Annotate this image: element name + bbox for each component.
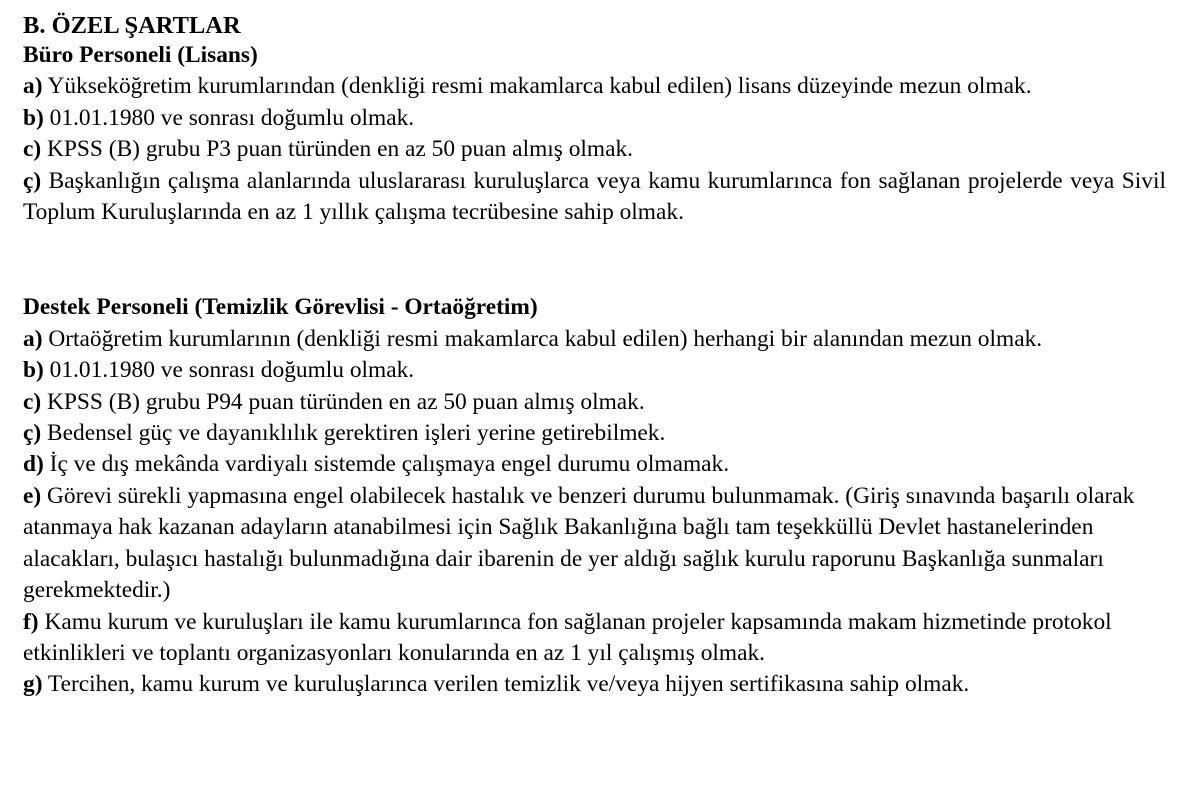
list-item bbox=[23, 324, 1166, 355]
item-text: Bedensel güç ve dayanıklılık gerektiren işleri yerine getirebilmek. bbox=[41, 420, 666, 447]
item-label: ç) bbox=[23, 167, 42, 194]
list-item bbox=[23, 449, 1166, 480]
item-label: a) bbox=[23, 325, 43, 352]
item-label: f) bbox=[23, 608, 39, 635]
section-title: B. ÖZEL ŞARTLAR bbox=[23, 12, 241, 39]
section-spacer bbox=[23, 228, 1166, 292]
list-item bbox=[23, 134, 1166, 165]
list-item bbox=[23, 355, 1166, 386]
item-label: b) bbox=[23, 357, 44, 384]
group-buro-personeli bbox=[23, 40, 1166, 228]
group-destek-personeli bbox=[23, 292, 1166, 700]
item-text: Tercihen, kamu kurum ve kuruluşlarınca verilen temizlik ve/veya hijyen sertifikasına sahip olmak. bbox=[42, 671, 970, 698]
item-text: KPSS (B) grubu P3 puan türünden en az 50 puan almış olmak. bbox=[41, 136, 634, 163]
item-text: Ortaöğretim kurumlarının (denkliği resmi makamlarca kabul edilen) herhangi bir alanından mezun olmak. bbox=[42, 325, 1043, 352]
item-label: c) bbox=[23, 388, 42, 415]
item-label: ç) bbox=[23, 420, 42, 447]
item-text: Kamu kurum ve kuruluşları ile kamu kurumlarınca fon sağlanan projeler kapsamında makam hizmetinde protokol etkinlikleri ve toplantı organizasyonları konularında en az 1 yıl çalışmış olmak. bbox=[23, 608, 1112, 666]
item-text: 01.01.1980 ve sonrası doğumlu olmak. bbox=[43, 104, 415, 131]
item-text: 01.01.1980 ve sonrası doğumlu olmak. bbox=[43, 357, 415, 384]
list-item bbox=[23, 166, 1166, 229]
list-item bbox=[23, 71, 1166, 102]
group-title: Büro Personeli (Lisans) bbox=[23, 42, 258, 68]
list-item bbox=[23, 103, 1166, 134]
item-label: b) bbox=[23, 104, 44, 131]
item-label: c) bbox=[23, 136, 42, 163]
item-label: a) bbox=[23, 73, 43, 100]
list-item bbox=[23, 481, 1166, 607]
list-item bbox=[23, 387, 1166, 418]
list-item bbox=[23, 669, 1166, 700]
item-label: g) bbox=[23, 671, 43, 698]
item-text: KPSS (B) grubu P94 puan türünden en az 50 puan almış olmak. bbox=[41, 388, 645, 415]
item-label: d) bbox=[23, 451, 44, 478]
item-text: İç ve dış mekânda vardiyalı sistemde çalışmaya engel durumu olmamak. bbox=[43, 451, 730, 478]
list-item bbox=[23, 418, 1166, 449]
item-text: Başkanlığın çalışma alanlarında uluslararası kuruluşlarca veya kamu kurumlarınca fon sağlanan projelerde veya Sivil Toplum Kuruluşlarında en az 1 yıllık çalışma tecrübesine sahip olmak. bbox=[23, 167, 1166, 226]
item-text: Yükseköğretim kurumlarından (denkliği resmi makamlarca kabul edilen) lisans düzeyinde mezun olmak. bbox=[42, 73, 1032, 100]
item-text: Görevi sürekli yapmasına engel olabilecek hastalık ve benzeri durumu bulunmamak. (Giriş sınavında başarılı olarak atanmaya hak kazanan adayların atanabilmesi için Sağlık Bakanlığına bağlı tam teşekküllü Devlet hastanelerinden alacakları, bulaşıcı hastalığı bulunmadığına dair ibarenin de yer aldığı sağlık kurulu raporunu Başkanlığa sunmaları gerekmektedir.) bbox=[23, 482, 1135, 604]
list-item bbox=[23, 607, 1166, 670]
item-label: e) bbox=[23, 482, 42, 509]
group-title: Destek Personeli (Temizlik Görevlisi - Ortaöğretim) bbox=[23, 294, 538, 321]
